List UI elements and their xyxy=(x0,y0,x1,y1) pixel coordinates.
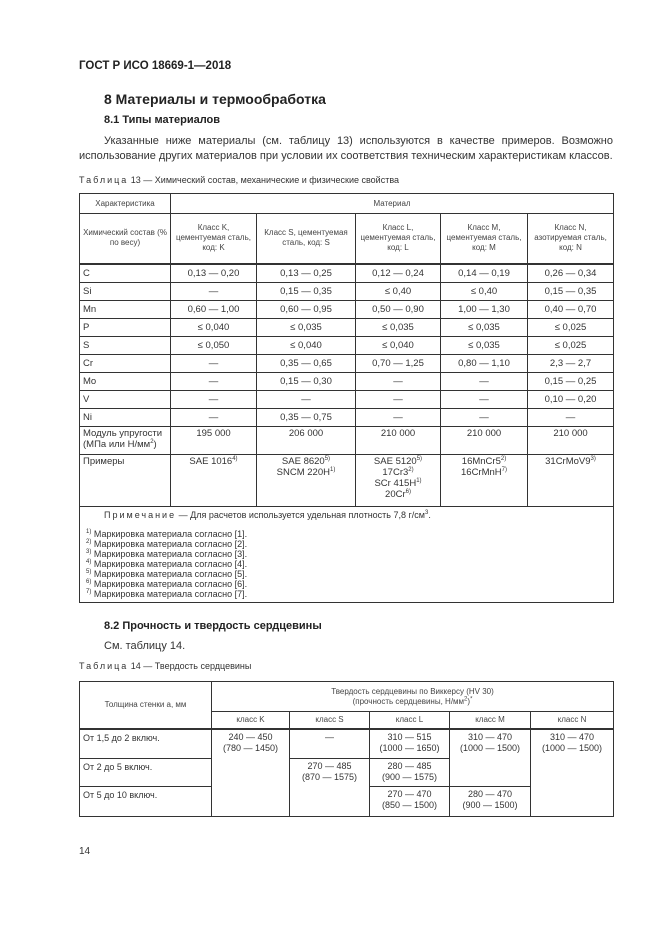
header-characteristic: Характеристика xyxy=(80,194,171,214)
page-number: 14 xyxy=(79,846,91,857)
footnote xyxy=(86,579,607,589)
cell: 0,35 — 0,65 xyxy=(257,354,356,372)
footnote xyxy=(86,539,607,549)
header-class-s: класс S xyxy=(290,712,370,729)
cell: 0,15 — 0,30 xyxy=(257,372,356,390)
header-class-l: Класс L, цементуемая сталь, код: L xyxy=(356,214,441,264)
cell: ≤ 0,040 xyxy=(171,318,257,336)
paragraph-text: Указанные ниже материалы (см. таблицу 13) используются в качестве примеров. Возможно использование других материалов при условии их соответствия техническим характеристикам классов. xyxy=(79,135,613,162)
cell: 210 000 xyxy=(356,426,441,454)
caption-text: 13 — Химический состав, механические и физические свойства xyxy=(128,175,400,185)
hv: 310 — 470 xyxy=(467,731,513,742)
hv: 310 — 515 xyxy=(387,731,432,742)
example: 20Cr xyxy=(385,488,406,500)
cell: 0,80 — 1,10 xyxy=(441,354,528,372)
row-label xyxy=(80,426,171,454)
cell: 0,14 — 0,19 xyxy=(441,264,528,283)
cell: — xyxy=(171,408,257,426)
row-label: V xyxy=(80,390,171,408)
cell-k xyxy=(212,729,290,817)
hardness-line1: Твердость сердцевины по Виккерсу (HV 30) xyxy=(331,686,494,696)
sup: 2 xyxy=(150,438,154,445)
cell: — xyxy=(171,372,257,390)
table-row-examples xyxy=(80,454,614,506)
footnote-mark: 7) xyxy=(86,588,92,595)
cell: 2,3 — 2,7 xyxy=(528,354,614,372)
table-row-notes xyxy=(80,506,614,602)
row-label: От 5 до 10 включ. xyxy=(80,787,212,817)
cell: — xyxy=(171,390,257,408)
cell: — xyxy=(356,372,441,390)
cell: — xyxy=(171,354,257,372)
cell-examples-m xyxy=(441,454,528,506)
example: 16MnCr5 xyxy=(461,455,501,467)
cell: 0,10 — 0,20 xyxy=(528,390,614,408)
cell: 1,00 — 1,30 xyxy=(441,300,528,318)
strength: (850 — 1500) xyxy=(381,800,438,810)
footnote-text: Маркировка материала согласно [4]. xyxy=(91,558,248,569)
cell-examples-k xyxy=(171,454,257,506)
footnote-text: Маркировка материала согласно [1]. xyxy=(91,528,248,539)
example: SNCM 220H xyxy=(276,466,330,478)
subsection-title: 8.2 Прочность и твердость сердцевины xyxy=(104,620,322,632)
section-title: 8 Материалы и термообработка xyxy=(104,91,326,107)
paragraph xyxy=(79,134,613,164)
row-label: Mn xyxy=(80,300,171,318)
cell: 0,60 — 0,95 xyxy=(257,300,356,318)
document-code: ГОСТ Р ИСО 18669-1—2018 xyxy=(79,60,232,72)
cell-m3 xyxy=(450,787,531,817)
table-row xyxy=(80,372,614,390)
header-class-m: Класс M, цементуемая сталь, код: M xyxy=(441,214,528,264)
cell: — xyxy=(441,372,528,390)
cell: 210 000 xyxy=(441,426,528,454)
hv: 310 — 470 xyxy=(549,731,595,742)
header-class-m: класс M xyxy=(450,712,531,729)
cell: ≤ 0,040 xyxy=(257,336,356,354)
cell: 0,60 — 1,00 xyxy=(171,300,257,318)
cell: 210 000 xyxy=(528,426,614,454)
table-row xyxy=(80,300,614,318)
cell: ≤ 0,40 xyxy=(441,282,528,300)
cell-s1: — xyxy=(290,729,370,759)
footnote xyxy=(86,529,607,539)
table-14 xyxy=(79,681,614,817)
table-row xyxy=(80,318,614,336)
example: 31CrMoV9 xyxy=(545,455,591,467)
cell: ≤ 0,035 xyxy=(441,336,528,354)
footnote xyxy=(86,549,607,559)
footnote-ref: 7) xyxy=(501,466,507,473)
hv: 270 — 485 xyxy=(307,761,352,771)
footnote-mark: 5) xyxy=(86,568,92,575)
cell-examples-n xyxy=(528,454,614,506)
cell-examples-s xyxy=(257,454,356,506)
table-notes xyxy=(80,506,614,602)
row-label: Mo xyxy=(80,372,171,390)
cell: ≤ 0,050 xyxy=(171,336,257,354)
hv: 240 — 450 xyxy=(228,731,273,742)
header-class-s: Класс S, цементуемая сталь, код: S xyxy=(257,214,356,264)
table-13 xyxy=(79,193,614,603)
row-label: C xyxy=(80,264,171,283)
cell: 0,26 — 0,34 xyxy=(528,264,614,283)
cell-l1 xyxy=(370,729,450,759)
cell: 0,15 — 0,25 xyxy=(528,372,614,390)
row-label: Ni xyxy=(80,408,171,426)
footnote-text: Маркировка материала согласно [5]. xyxy=(91,568,248,579)
table-caption xyxy=(79,175,399,185)
strength: (1000 — 1500) xyxy=(541,742,603,753)
row-label: От 2 до 5 включ. xyxy=(80,759,212,787)
strength: (870 — 1575) xyxy=(301,772,358,782)
footnote xyxy=(86,589,607,599)
cell: — xyxy=(528,408,614,426)
footnote-text: Маркировка материала согласно [3]. xyxy=(91,548,248,559)
footnote xyxy=(86,559,607,569)
label-end: ) xyxy=(153,438,157,450)
sup: 2 xyxy=(464,695,468,702)
strength: (900 — 1500) xyxy=(462,800,518,810)
row-label: S xyxy=(80,336,171,354)
footnote-ref: 5) xyxy=(416,455,423,462)
table-row xyxy=(80,390,614,408)
cell: — xyxy=(441,408,528,426)
cell-l2 xyxy=(370,759,450,787)
hv: 270 — 470 xyxy=(387,789,432,799)
note xyxy=(104,510,607,520)
cell: 0,40 — 0,70 xyxy=(528,300,614,318)
cell-n xyxy=(531,729,614,817)
label-text: Модуль упругости (МПа или Н/мм xyxy=(83,427,163,450)
footnote-text: Маркировка материала согласно [2]. xyxy=(91,538,248,549)
cell-s23 xyxy=(290,759,370,817)
cell: 195 000 xyxy=(171,426,257,454)
strength: (1000 — 1500) xyxy=(459,742,521,753)
footnote-ref: 5) xyxy=(324,455,331,462)
footnote-mark: 2) xyxy=(86,538,92,545)
footnote-ref: 1) xyxy=(416,477,422,484)
footnote-mark: 1) xyxy=(86,528,92,535)
cell: ≤ 0,035 xyxy=(257,318,356,336)
example: 17Cr3 xyxy=(382,466,409,478)
cell: ≤ 0,035 xyxy=(356,318,441,336)
strength: (780 — 1450) xyxy=(222,742,279,753)
cell: ≤ 0,025 xyxy=(528,318,614,336)
subsection-title: 8.1 Типы материалов xyxy=(104,114,221,126)
footnote-mark: 4) xyxy=(86,558,92,565)
footnote-ref: 1) xyxy=(329,466,336,473)
header-material: Материал xyxy=(171,194,614,214)
cell: — xyxy=(356,390,441,408)
footnote-ref: 3) xyxy=(590,455,596,462)
note-text: — Для расчетов используется удельная плотность 7,8 г/см xyxy=(176,509,425,520)
example: SAE 5120 xyxy=(373,455,417,467)
caption-prefix: Таблица xyxy=(79,661,129,671)
footnote-text: Маркировка материала согласно [7]. xyxy=(91,588,248,599)
cell: 0,70 — 1,25 xyxy=(356,354,441,372)
cell: — xyxy=(356,408,441,426)
row-label: От 1,5 до 2 включ. xyxy=(80,729,212,759)
table-row xyxy=(80,729,614,759)
footnote-ref: 2) xyxy=(408,466,414,473)
table-row xyxy=(80,408,614,426)
footnote xyxy=(86,569,607,579)
table-row-modulus xyxy=(80,426,614,454)
footnote-mark: 6) xyxy=(86,578,92,585)
footnote-mark: 3) xyxy=(86,548,92,555)
table-caption xyxy=(79,661,251,671)
cell: 0,15 — 0,35 xyxy=(528,282,614,300)
example: SAE 1016 xyxy=(189,455,233,467)
cell: — xyxy=(171,282,257,300)
note-end: . xyxy=(428,509,431,520)
hv: 280 — 485 xyxy=(387,761,432,771)
cell: 0,12 — 0,24 xyxy=(356,264,441,283)
cell: — xyxy=(441,390,528,408)
cell-l3 xyxy=(370,787,450,817)
header-hardness xyxy=(212,682,614,712)
row-label: P xyxy=(80,318,171,336)
asterisk: * xyxy=(470,695,473,702)
cell-m12 xyxy=(450,729,531,787)
hv: 280 — 470 xyxy=(467,789,513,799)
text: ) xyxy=(467,696,471,706)
table-row xyxy=(80,354,614,372)
row-label: Примеры xyxy=(80,454,171,506)
strength: (1000 — 1650) xyxy=(379,742,440,753)
strength: (900 — 1575) xyxy=(381,772,438,782)
header-class-n: класс N xyxy=(531,712,614,729)
cell: ≤ 0,40 xyxy=(356,282,441,300)
cell: ≤ 0,025 xyxy=(528,336,614,354)
table-row xyxy=(80,264,614,283)
sup: 3 xyxy=(424,509,429,516)
cell: 206 000 xyxy=(257,426,356,454)
footnote-text: Маркировка материала согласно [6]. xyxy=(91,578,248,589)
example: SCr 415H xyxy=(374,477,417,489)
cell: 0,13 — 0,20 xyxy=(171,264,257,283)
note-prefix: Примечание xyxy=(104,509,177,520)
footnote-ref: 6) xyxy=(405,488,411,495)
footnote-ref: 2) xyxy=(500,455,507,462)
row-label: Cr xyxy=(80,354,171,372)
paragraph: См. таблицу 14. xyxy=(104,640,186,652)
row-label: Si xyxy=(80,282,171,300)
header-class-k: Класс K, цементуемая сталь, код: K xyxy=(171,214,257,264)
text: (прочность сердцевины, Н/мм xyxy=(352,696,465,706)
cell: ≤ 0,040 xyxy=(356,336,441,354)
cell: 0,13 — 0,25 xyxy=(257,264,356,283)
cell: 0,35 — 0,75 xyxy=(257,408,356,426)
table-row xyxy=(80,336,614,354)
header-thickness: Толщина стенки a, мм xyxy=(80,682,212,729)
table-row xyxy=(80,282,614,300)
caption-prefix: Таблица xyxy=(79,175,129,185)
cell: ≤ 0,035 xyxy=(441,318,528,336)
hardness-line2 xyxy=(215,697,610,707)
cell: — xyxy=(257,390,356,408)
cell: 0,15 — 0,35 xyxy=(257,282,356,300)
header-class-l: класс L xyxy=(370,712,450,729)
header-class-k: класс K xyxy=(212,712,290,729)
header-class-n: Класс N, азотируемая сталь, код: N xyxy=(528,214,614,264)
example: 16CrMnH xyxy=(461,466,502,478)
footnote-ref: 4) xyxy=(232,455,238,462)
cell: 0,50 — 0,90 xyxy=(356,300,441,318)
header-chem: Химический состав (% по весу) xyxy=(80,214,171,264)
caption-text: 14 — Твердость сердцевины xyxy=(128,661,252,671)
cell-examples-l xyxy=(356,454,441,506)
example: SAE 8620 xyxy=(281,455,325,467)
